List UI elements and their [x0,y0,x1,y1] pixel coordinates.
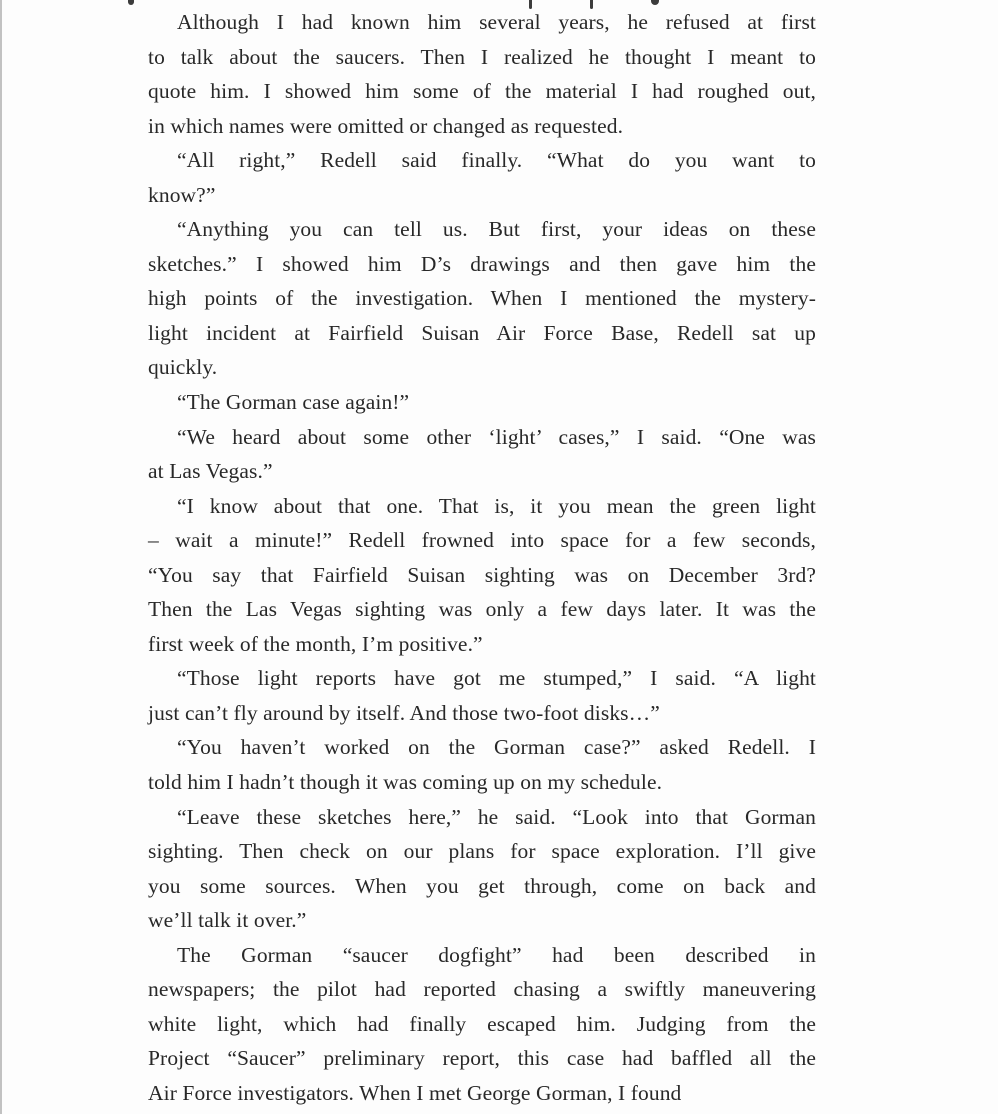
text-line: Project “Saucer” preliminary report, this case had baffled all the [148,1046,816,1071]
text-line: light incident at Fairfield Suisan Air Force Base, Redell sat up [148,320,816,345]
text-line: high points of the investigation. When I mentioned the mystery- [148,286,816,311]
text-line: “Anything you can tell us. But first, your ideas on these [177,217,816,242]
text-line: “You say that Fairfield Suisan sighting was on December 3rd? [148,562,816,587]
text-line: to talk about the saucers. Then I realized he thought I meant to [148,44,816,69]
text-line: quote him. I showed him some of the material I had roughed out, [148,79,816,104]
text-line: “You haven’t worked on the Gorman case?” asked Redell. I [177,735,816,760]
paragraph [148,143,816,212]
paragraph [148,212,816,385]
paragraph [148,730,816,799]
text-line: Then the Las Vegas sighting was only a few days later. It was the [148,597,816,622]
text-line: “Leave these sketches here,” he said. “Look into that Gorman [177,804,816,829]
paragraph [148,385,816,420]
text-line: “Those light reports have got me stumped,” I said. “A light [177,666,816,691]
text-line: quickly. [148,355,218,380]
text-line: – wait a minute!” Redell frowned into space for a few seconds, [148,528,816,553]
text-line: white light, which had finally escaped him. Judging from the [148,1011,816,1036]
cut-off-text-remnant [128,0,134,5]
text-line: at Las Vegas.” [148,459,273,484]
paragraph [148,420,816,489]
paragraph [148,661,816,730]
text-line: Air Force investigators. When I met George Gorman, I found [148,1080,682,1105]
text-line: we’ll talk it over.” [148,908,307,933]
text-line: newspapers; the pilot had reported chasing a swiftly maneuvering [148,977,816,1002]
text-line: “All right,” Redell said finally. “What do you want to [177,148,816,173]
text-line: first week of the month, I’m positive.” [148,631,483,656]
text-line: “The Gorman case again!” [177,390,410,415]
text-line: in which names were omitted or changed as requested. [148,113,624,138]
paragraph [148,489,816,662]
text-line: “I know about that one. That is, it you mean the green light [177,493,816,518]
text-line: The Gorman “saucer dogfight” had been described in [177,942,816,967]
text-line: just can’t fly around by itself. And those two-foot disks…” [148,700,660,725]
paragraph [148,5,816,143]
text-line: “We heard about some other ‘light’ cases,” I said. “One was [177,424,816,449]
page-text-block [148,5,816,1111]
page-left-edge-line [0,0,2,1114]
text-line: Although I had known him several years, he refused at first [177,10,816,34]
text-line: sketches.” I showed him D’s drawings and then gave him the [148,251,816,276]
paragraph [148,938,816,1111]
text-line: sighting. Then check on our plans for space exploration. I’ll give [148,839,816,864]
text-line: know?” [148,182,216,207]
paragraph [148,800,816,938]
text-line: you some sources. When you get through, come on back and [148,873,816,898]
text-line: told him I hadn’t though it was coming up on my schedule. [148,770,663,795]
